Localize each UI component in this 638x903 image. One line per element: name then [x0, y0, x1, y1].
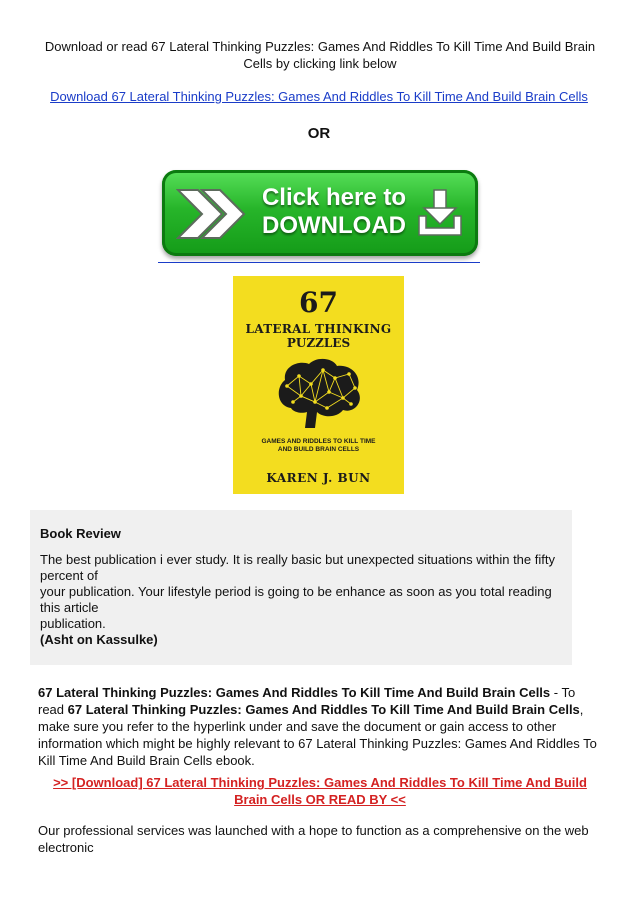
review-line: The best publication i ever study. It is really basic but unexpected situations within the fifty	[40, 552, 555, 567]
cover-number: 67	[299, 286, 338, 319]
download-tray-icon	[416, 188, 464, 238]
brain-network-icon	[271, 356, 367, 432]
review-line: this article	[40, 600, 99, 615]
review-line: your publication. Your lifestyle period is going to be enhance as soon as you total reading	[40, 584, 552, 599]
intro-text: Download or read 67 Lateral Thinking Puzzles: Games And Riddles To Kill Time And Build Brain Cells by clicking link below	[44, 39, 596, 71]
description-title-2: 67 Lateral Thinking Puzzles: Games And Riddles To Kill Time And Build Brain Cells	[67, 702, 580, 717]
book-cover	[233, 276, 404, 494]
reviewer-name: (Asht on Kassulke)	[40, 632, 158, 647]
description-paragraph	[38, 684, 602, 769]
double-chevron-right-icon	[176, 188, 248, 240]
button-link-underline	[158, 262, 480, 263]
review-heading: Book Review	[40, 526, 121, 541]
download-button[interactable]	[162, 170, 478, 256]
cover-subtitle-line1: GAMES AND RIDDLES TO KILL TIME	[261, 438, 376, 445]
description-text: - To read	[38, 685, 576, 717]
download-button-link[interactable]	[158, 170, 480, 265]
description-text-rest: , make sure you refer to the hyperlink under and save the document or gain access to other information which might be highly relevant to 67 Lateral Thinking Puzzles: Games And Riddles To Kill Time And Build Brain Cells ebook.	[38, 702, 597, 768]
download-button-line2: DOWNLOAD	[262, 212, 406, 239]
book-review-box	[30, 510, 572, 665]
read-download-link[interactable]: >> [Download] 67 Lateral Thinking Puzzles: Games And Riddles To Kill Time And Build Brain Cells OR READ BY <<	[53, 775, 587, 807]
review-line: percent of	[40, 568, 98, 583]
cover-title-line1: LATERAL THINKING	[245, 322, 392, 336]
or-separator: OR	[307, 125, 331, 142]
cover-subtitle	[233, 438, 404, 454]
download-link[interactable]: Download 67 Lateral Thinking Puzzles: Games And Riddles To Kill Time And Build Brain Cells	[50, 89, 588, 104]
review-line: publication.	[40, 616, 106, 631]
closing-paragraph: Our professional services was launched with a hope to function as a comprehensive on the web electronic	[38, 823, 589, 855]
download-button-line1: Click here to	[261, 184, 407, 211]
cover-subtitle-line2: AND BUILD BRAIN CELLS	[277, 446, 360, 453]
description-title: 67 Lateral Thinking Puzzles: Games And Riddles To Kill Time And Build Brain Cells	[38, 685, 551, 700]
cover-author: KAREN J. BUN	[266, 471, 371, 485]
cover-title-line2: PUZZLES	[286, 336, 351, 350]
download-button-text	[254, 184, 414, 240]
review-body	[40, 552, 560, 648]
